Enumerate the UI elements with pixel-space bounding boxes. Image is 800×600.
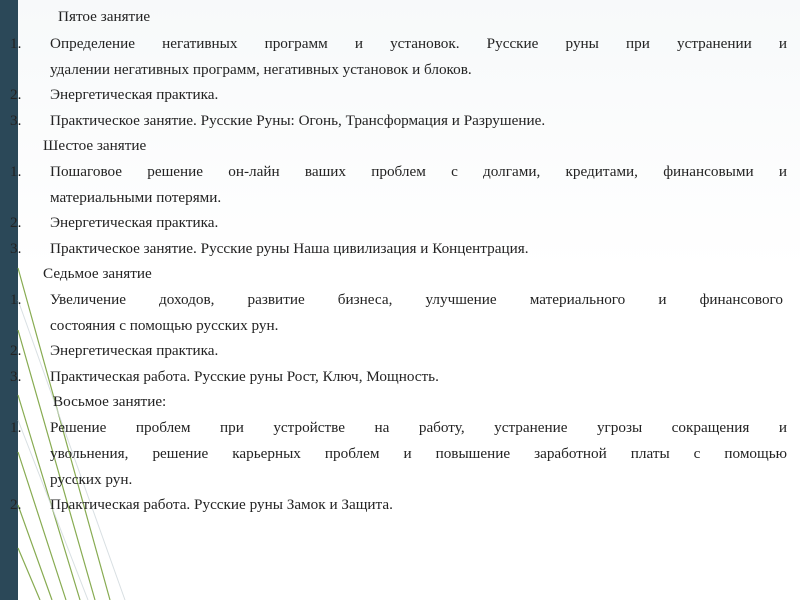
item-text: Практическая работа. Русские руны Рост, Ключ, Мощность. bbox=[50, 368, 439, 385]
item-text: Пошаговое решение он-лайн ваших проблем с долгами, кредитами, финансовыми и bbox=[50, 163, 787, 180]
item-text: состояния с помощью русских рун. bbox=[50, 317, 279, 334]
item-number: 2. bbox=[10, 342, 22, 359]
item-number: 3. bbox=[10, 368, 22, 385]
item-number: 3. bbox=[10, 240, 22, 257]
item-text: Практическое занятие. Русские Руны: Огонь, Трансформация и Разрушение. bbox=[50, 112, 546, 129]
item-text: Энергетическая практика. bbox=[50, 214, 219, 231]
session-title: Шестое занятие bbox=[43, 137, 147, 154]
item-text: русских рун. bbox=[50, 471, 133, 488]
item-number: 2. bbox=[10, 86, 22, 103]
item-text: удалении негативных программ, негативных установок и блоков. bbox=[50, 61, 472, 78]
item-text: Энергетическая практика. bbox=[50, 86, 219, 103]
item-number: 1. bbox=[10, 291, 22, 308]
item-number: 1. bbox=[10, 419, 22, 436]
item-number: 1. bbox=[10, 163, 22, 180]
item-text: Определение негативных программ и установок. Русские руны при устранении и bbox=[50, 35, 787, 52]
item-text: увольнения, решение карьерных проблем и повышение заработной платы с помощью bbox=[50, 445, 787, 462]
session-title: Пятое занятие bbox=[58, 8, 151, 25]
item-text: Практическое занятие. Русские руны Наша цивилизация и Концентрация. bbox=[50, 240, 529, 257]
item-text: Увеличение доходов, развитие бизнеса, улучшение материального и финансового bbox=[50, 291, 783, 308]
item-number: 3. bbox=[10, 112, 22, 129]
item-number: 2. bbox=[10, 214, 22, 231]
item-number: 2. bbox=[10, 496, 22, 513]
item-text: Энергетическая практика. bbox=[50, 342, 219, 359]
item-text: материальными потерями. bbox=[50, 189, 222, 206]
session-title: Седьмое занятие bbox=[43, 265, 152, 282]
session-title: Восьмое занятие: bbox=[53, 393, 167, 410]
item-text: Решение проблем при устройстве на работу, устранение угрозы сокращения и bbox=[50, 419, 787, 436]
item-number: 1. bbox=[10, 35, 22, 52]
item-text: Практическая работа. Русские руны Замок и Защита. bbox=[50, 496, 393, 513]
